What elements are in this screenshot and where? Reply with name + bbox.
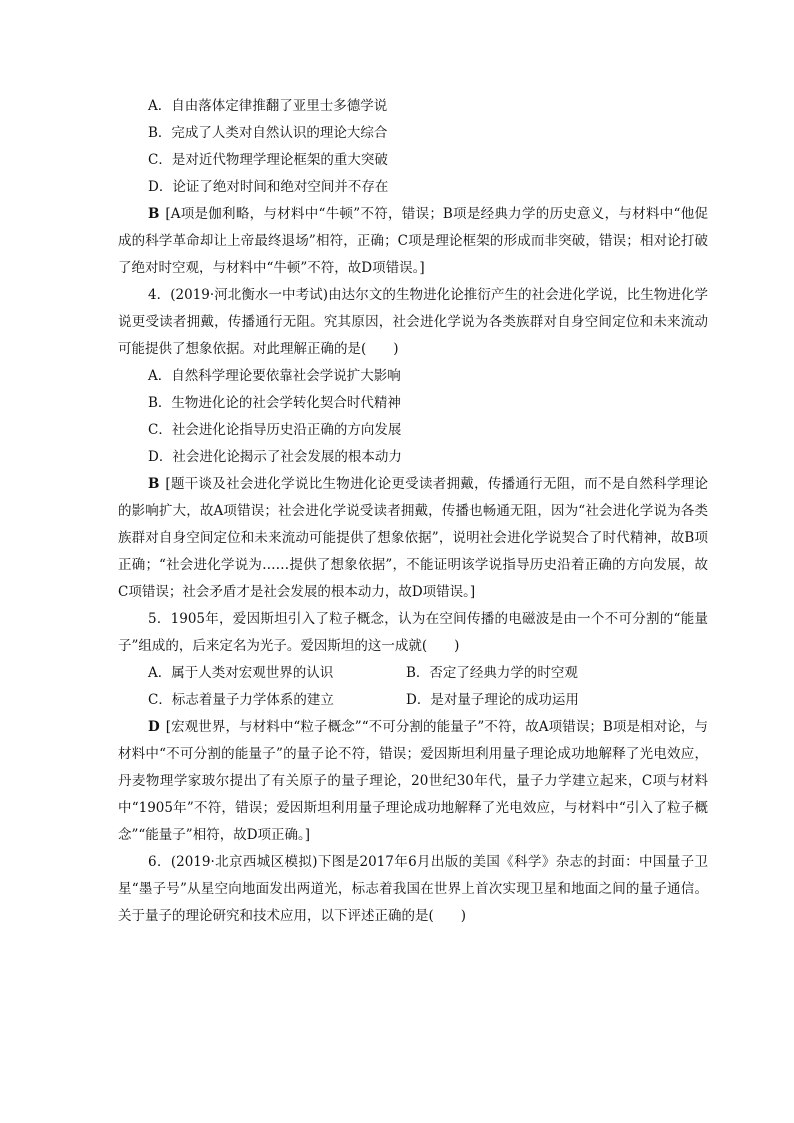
q4-stem: 4．(2019·河北衡水一中考试)由达尔文的生物进化论推衍产生的社会进化学说，比生物进化学说更受读者拥戴，传播通行无阻。究其原因，社会进化学说为各类族群对自身空间定位和未来流动可能提供了想象依据。对此理解正确的是( ) bbox=[118, 287, 708, 357]
q5-option-d: D．是对量子理论的成功运用 bbox=[406, 692, 579, 708]
q3-option-a: A．自由落体定律推翻了亚里士多德学说 bbox=[148, 98, 388, 114]
q5-option-b: B．否定了经典力学的时空观 bbox=[406, 665, 578, 681]
q5-options-row-1 bbox=[118, 660, 708, 687]
q5-answer bbox=[118, 714, 708, 849]
q4-option-c: C．社会进化论指导历史沿正确的方向发展 bbox=[148, 422, 402, 438]
q4-option-d: D．社会进化论揭示了社会发展的根本动力 bbox=[148, 449, 402, 465]
page-content bbox=[118, 93, 708, 930]
q4-option-a: A．自然科学理论要依靠社会学说扩大影响 bbox=[148, 368, 401, 384]
q5-answer-letter: D bbox=[148, 719, 160, 735]
q5-explanation: [宏观世界，与材料中“粒子概念”“不可分割的能量子”不符，故A项错误；B项是相对论，与材料中“不可分割的能量子”的量子论不符，错误；爱因斯坦利用量子理论成功地解释了光电效应，丹麦物理学家玻尔提出了有关原子的量子理论，20世纪30年代，量子力学建立起来，C项与材料中“1905年”不符，错误；爱因斯坦利用量子理论成功地解释了光电效应，与材料中“引入了粒子概念”“能量子”相符，故D项正确。] bbox=[118, 719, 708, 843]
q5-options-row-2 bbox=[118, 687, 708, 714]
q3-option-b: B．完成了人类对自然认识的理论大综合 bbox=[148, 125, 388, 141]
q4-answer bbox=[118, 471, 708, 606]
q3-explanation: [A项是伽利略，与材料中“牛顿”不符，错误；B项是经典力学的历史意义，与材料中“他促成的科学革命却让上帝最终退场”相符，正确；C项是理论框架的形成而非突破，错误；相对论打破了绝对时空观，与材料中“牛顿”不符，故D项错误。] bbox=[118, 206, 708, 276]
q4-explanation: [题干谈及社会进化学说比生物进化论更受读者拥戴，传播通行无阻，而不是自然科学理论的影响扩大，故A项错误；社会进化学说受读者拥戴，传播也畅通无阻，因为“社会进化学说为各类族群对自身空间定位和未来流动可能提供了想象依据”，说明社会进化学说契合了时代精神，故B项正确；“社会进化学说为……提供了想象依据”，不能证明该学说指导历史沿着正确的方向发展，故C项错误；社会矛盾才是社会发展的根本动力，故D项错误。] bbox=[118, 476, 708, 600]
q3-answer-letter: B bbox=[148, 206, 160, 222]
q4-answer-letter: B bbox=[148, 476, 160, 492]
q3-answer bbox=[118, 201, 708, 282]
q4-option-b: B．生物进化论的社会学转化契合时代精神 bbox=[148, 395, 401, 411]
q3-option-c: C．是对近代物理学理论框架的重大突破 bbox=[148, 152, 388, 168]
q5-option-c: C．标志着量子力学体系的建立 bbox=[148, 692, 334, 708]
q3-option-d: D．论证了绝对时间和绝对空间并不存在 bbox=[148, 179, 389, 195]
q6-stem: 6．(2019·北京西城区模拟)下图是2017年6月出版的美国《科学》杂志的封面：中国量子卫星“墨子号”从星空向地面发出两道光，标志着我国在世界上首次实现卫星和地面之间的量子通信。关于量子的理论研究和技术应用，以下评述正确的是( ) bbox=[118, 854, 708, 924]
q5-stem: 5．1905年，爱因斯坦引入了粒子概念，认为在空间传播的电磁波是由一个不可分割的“能量子”组成的，后来定名为光子。爱因斯坦的这一成就( ) bbox=[118, 611, 708, 654]
q5-option-a: A．属于人类对宏观世界的认识 bbox=[148, 665, 334, 681]
